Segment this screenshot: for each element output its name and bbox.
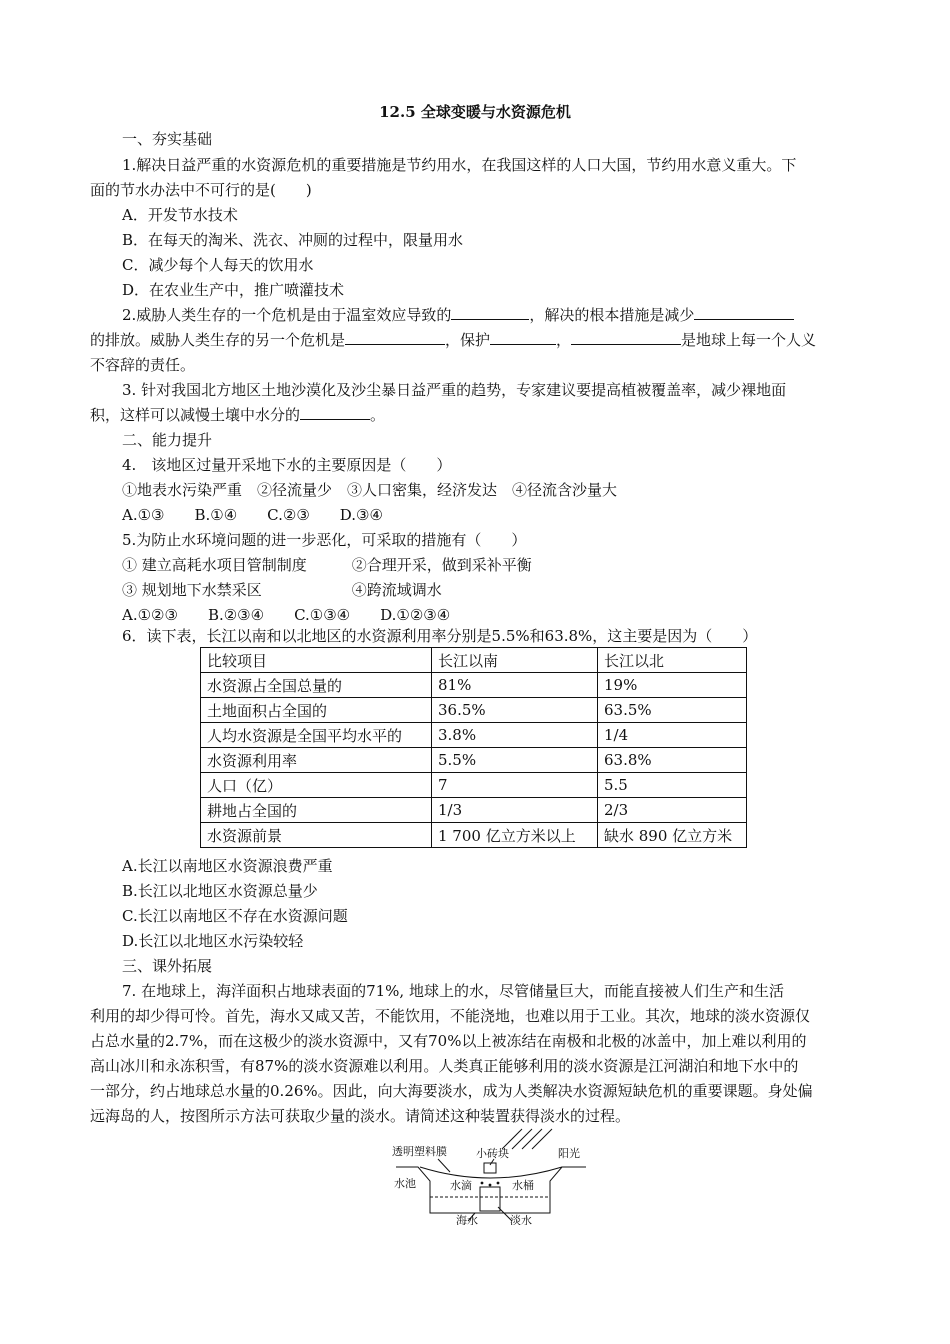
- table-cell: 土地面积占全国的: [201, 698, 432, 723]
- q1-stem-line1: 1.解决日益严重的水资源危机的重要措施是节约用水，在我国这样的人口大国，节约用水意义重大。下: [122, 156, 797, 174]
- table-cell: 水资源占全国总量的: [201, 673, 432, 698]
- table-cell: 5.5%: [432, 748, 598, 773]
- table-cell: 水资源利用率: [201, 748, 432, 773]
- table-row: [201, 798, 747, 823]
- q4-items: ①地表水污染严重 ②径流量少 ③人口密集，经济发达 ④径流含沙量大: [122, 481, 618, 499]
- label-drop: 水滴: [450, 1179, 472, 1192]
- bucket-shape: [480, 1187, 500, 1211]
- section-heading-3: 三、课外拓展: [122, 957, 213, 975]
- table-cell: 长江以北: [598, 648, 747, 673]
- q2-blank-2[interactable]: [694, 305, 794, 320]
- table-row: [201, 823, 747, 848]
- q3-line2: [90, 404, 385, 426]
- q6-option-d: D.长江以北地区水污染较轻: [122, 932, 304, 950]
- solar-still-diagram: [390, 1125, 590, 1225]
- table-cell: 36.5%: [432, 698, 598, 723]
- label-sun: 阳光: [558, 1147, 580, 1160]
- section-heading-2: 二、能力提升: [122, 431, 213, 449]
- q7-line: 高山冰川和永冻积雪，有87%的淡水资源难以利用。人类真正能够利用的淡水资源是江河湖泊和地下水中的: [90, 1057, 799, 1075]
- q1-option-a: A．开发节水技术: [122, 206, 238, 224]
- q7-line: 远海岛的人，按图所示方法可获取少量的淡水。请简述这种装置获得淡水的过程。: [90, 1107, 631, 1125]
- table-cell: 1/4: [598, 723, 747, 748]
- table-cell: 比较项目: [201, 648, 432, 673]
- table-cell: 耕地占全国的: [201, 798, 432, 823]
- table-cell: 1/3: [432, 798, 598, 823]
- q1-option-b: B．在每天的淘米、洗衣、冲厕的过程中，限量用水: [122, 231, 464, 249]
- sun-ray: [532, 1129, 552, 1149]
- q2-line3: 不容辞的责任。: [90, 356, 196, 374]
- table-cell: 水资源前景: [201, 823, 432, 848]
- q5-stem: 5.为防止水环境问题的进一步恶化，可采取的措施有（ ）: [122, 531, 527, 549]
- q6-option-a: A.长江以南地区水资源浪费严重: [122, 857, 333, 875]
- label-brick: 小砖块: [476, 1147, 509, 1160]
- sun-ray: [512, 1129, 532, 1149]
- q5-options: A.①②③ B.②③④ C.①③④ D.①②③④: [122, 606, 451, 624]
- q6-option-c: C.长江以南地区不存在水资源问题: [122, 907, 348, 925]
- q3-blank-1[interactable]: [300, 405, 370, 420]
- water-drop: [497, 1182, 500, 1185]
- q5-items-row1: ① 建立高耗水项目管制制度 ②合理开采，做到采补平衡: [122, 556, 532, 574]
- table-cell: 1 700 亿立方米以上: [432, 823, 598, 848]
- water-drop: [481, 1182, 484, 1185]
- q7-line: 利用的却少得可怜。首先，海水又咸又苦，不能饮用，不能浇地，也难以用于工业。其次，地球的淡水资源仅: [90, 1007, 811, 1025]
- table-cell: 5.5: [598, 773, 747, 798]
- table-row: [201, 748, 747, 773]
- comparison-table: [200, 647, 747, 848]
- pit-outline: [396, 1167, 586, 1213]
- q3-line1: 3. 针对我国北方地区土地沙漠化及沙尘暴日益严重的趋势，专家建议要提高植被覆盖率，减少裸地面: [122, 381, 787, 399]
- q2-text-4: ，保护: [445, 331, 491, 349]
- q2-text-3: 的排放。威胁人类生存的另一个危机是: [90, 331, 346, 349]
- q1-stem-line2: 面的节水办法中不可行的是( ): [90, 181, 312, 199]
- label-fresh: 淡水: [510, 1214, 532, 1225]
- label-sea: 海水: [456, 1214, 478, 1225]
- q2-blank-3[interactable]: [345, 330, 445, 345]
- q2-blank-5[interactable]: [571, 330, 681, 345]
- table-row: [201, 648, 747, 673]
- q2-line2: [90, 329, 816, 351]
- table-cell: 63.8%: [598, 748, 747, 773]
- table-cell: 2/3: [598, 798, 747, 823]
- page-title: 12.5 全球变暖与水资源危机: [379, 103, 571, 121]
- q2-text-6: 是地球上每一个人义: [681, 331, 817, 349]
- table-row: [201, 723, 747, 748]
- q7-line: 7. 在地球上，海洋面积占地球表面的71%, 地球上的水，尽管储量巨大，而能直接被人们生产和生活: [122, 982, 784, 1000]
- table-cell: 人均水资源是全国平均水平的: [201, 723, 432, 748]
- table-cell: 人口（亿）: [201, 773, 432, 798]
- sun-ray: [502, 1129, 522, 1149]
- water-drop: [489, 1184, 492, 1187]
- section-heading-1: 一、夯实基础: [122, 130, 213, 148]
- table-cell: 长江以南: [432, 648, 598, 673]
- table-row: [201, 673, 747, 698]
- table-cell: 缺水 890 亿立方米: [598, 823, 747, 848]
- q1-option-c: C．减少每个人每天的饮用水: [122, 256, 314, 274]
- sun-ray: [522, 1129, 542, 1149]
- q6-option-b: B.长江以北地区水资源总量少: [122, 882, 318, 900]
- q2-line1: [122, 304, 794, 326]
- table-row: [201, 698, 747, 723]
- leader-line: [438, 1159, 450, 1172]
- table-row: [201, 773, 747, 798]
- q2-blank-1[interactable]: [451, 305, 529, 320]
- q7-line: 一部分，约占地球总水量的0.26%。因此，向大海要淡水，成为人类解决水资源短缺危机的重要课题。身处偏: [90, 1082, 813, 1100]
- q3-text-1: 积，这样可以减慢土壤中水分的: [90, 406, 301, 424]
- table-cell: 63.5%: [598, 698, 747, 723]
- q2-text-2: ，解决的根本措施是减少: [529, 306, 695, 324]
- label-bucket: 水桶: [512, 1179, 534, 1192]
- table-cell: 19%: [598, 673, 747, 698]
- table-cell: 81%: [432, 673, 598, 698]
- label-film: 透明塑料膜: [392, 1145, 447, 1158]
- q2-text-1: 2.威胁人类生存的一个危机是由于温室效应导致的: [122, 306, 452, 324]
- q6-stem: 6．读下表，长江以南和以北地区的水资源利用率分别是5.5%和63.8%，这主要是因为（ ）: [122, 627, 758, 645]
- table-cell: 7: [432, 773, 598, 798]
- table-cell: 3.8%: [432, 723, 598, 748]
- q4-options: A.①③ B.①④ C.②③ D.③④: [122, 506, 383, 524]
- q2-text-5: ，: [556, 331, 572, 349]
- q1-option-d: D．在农业生产中，推广喷灌技术: [122, 281, 345, 299]
- q2-blank-4[interactable]: [490, 330, 556, 345]
- q5-items-row2: ③ 规划地下水禁采区 ④跨流域调水: [122, 581, 442, 599]
- q3-text-2: 。: [370, 406, 386, 424]
- q4-stem: 4. 该地区过量开采地下水的主要原因是（ ）: [122, 456, 452, 474]
- q7-line: 占总水量的2.7%，而在这极少的淡水资源中，又有70%以上被冻结在南极和北极的冰盖中，加上难以利用的: [90, 1032, 807, 1050]
- label-pool: 水池: [394, 1177, 416, 1190]
